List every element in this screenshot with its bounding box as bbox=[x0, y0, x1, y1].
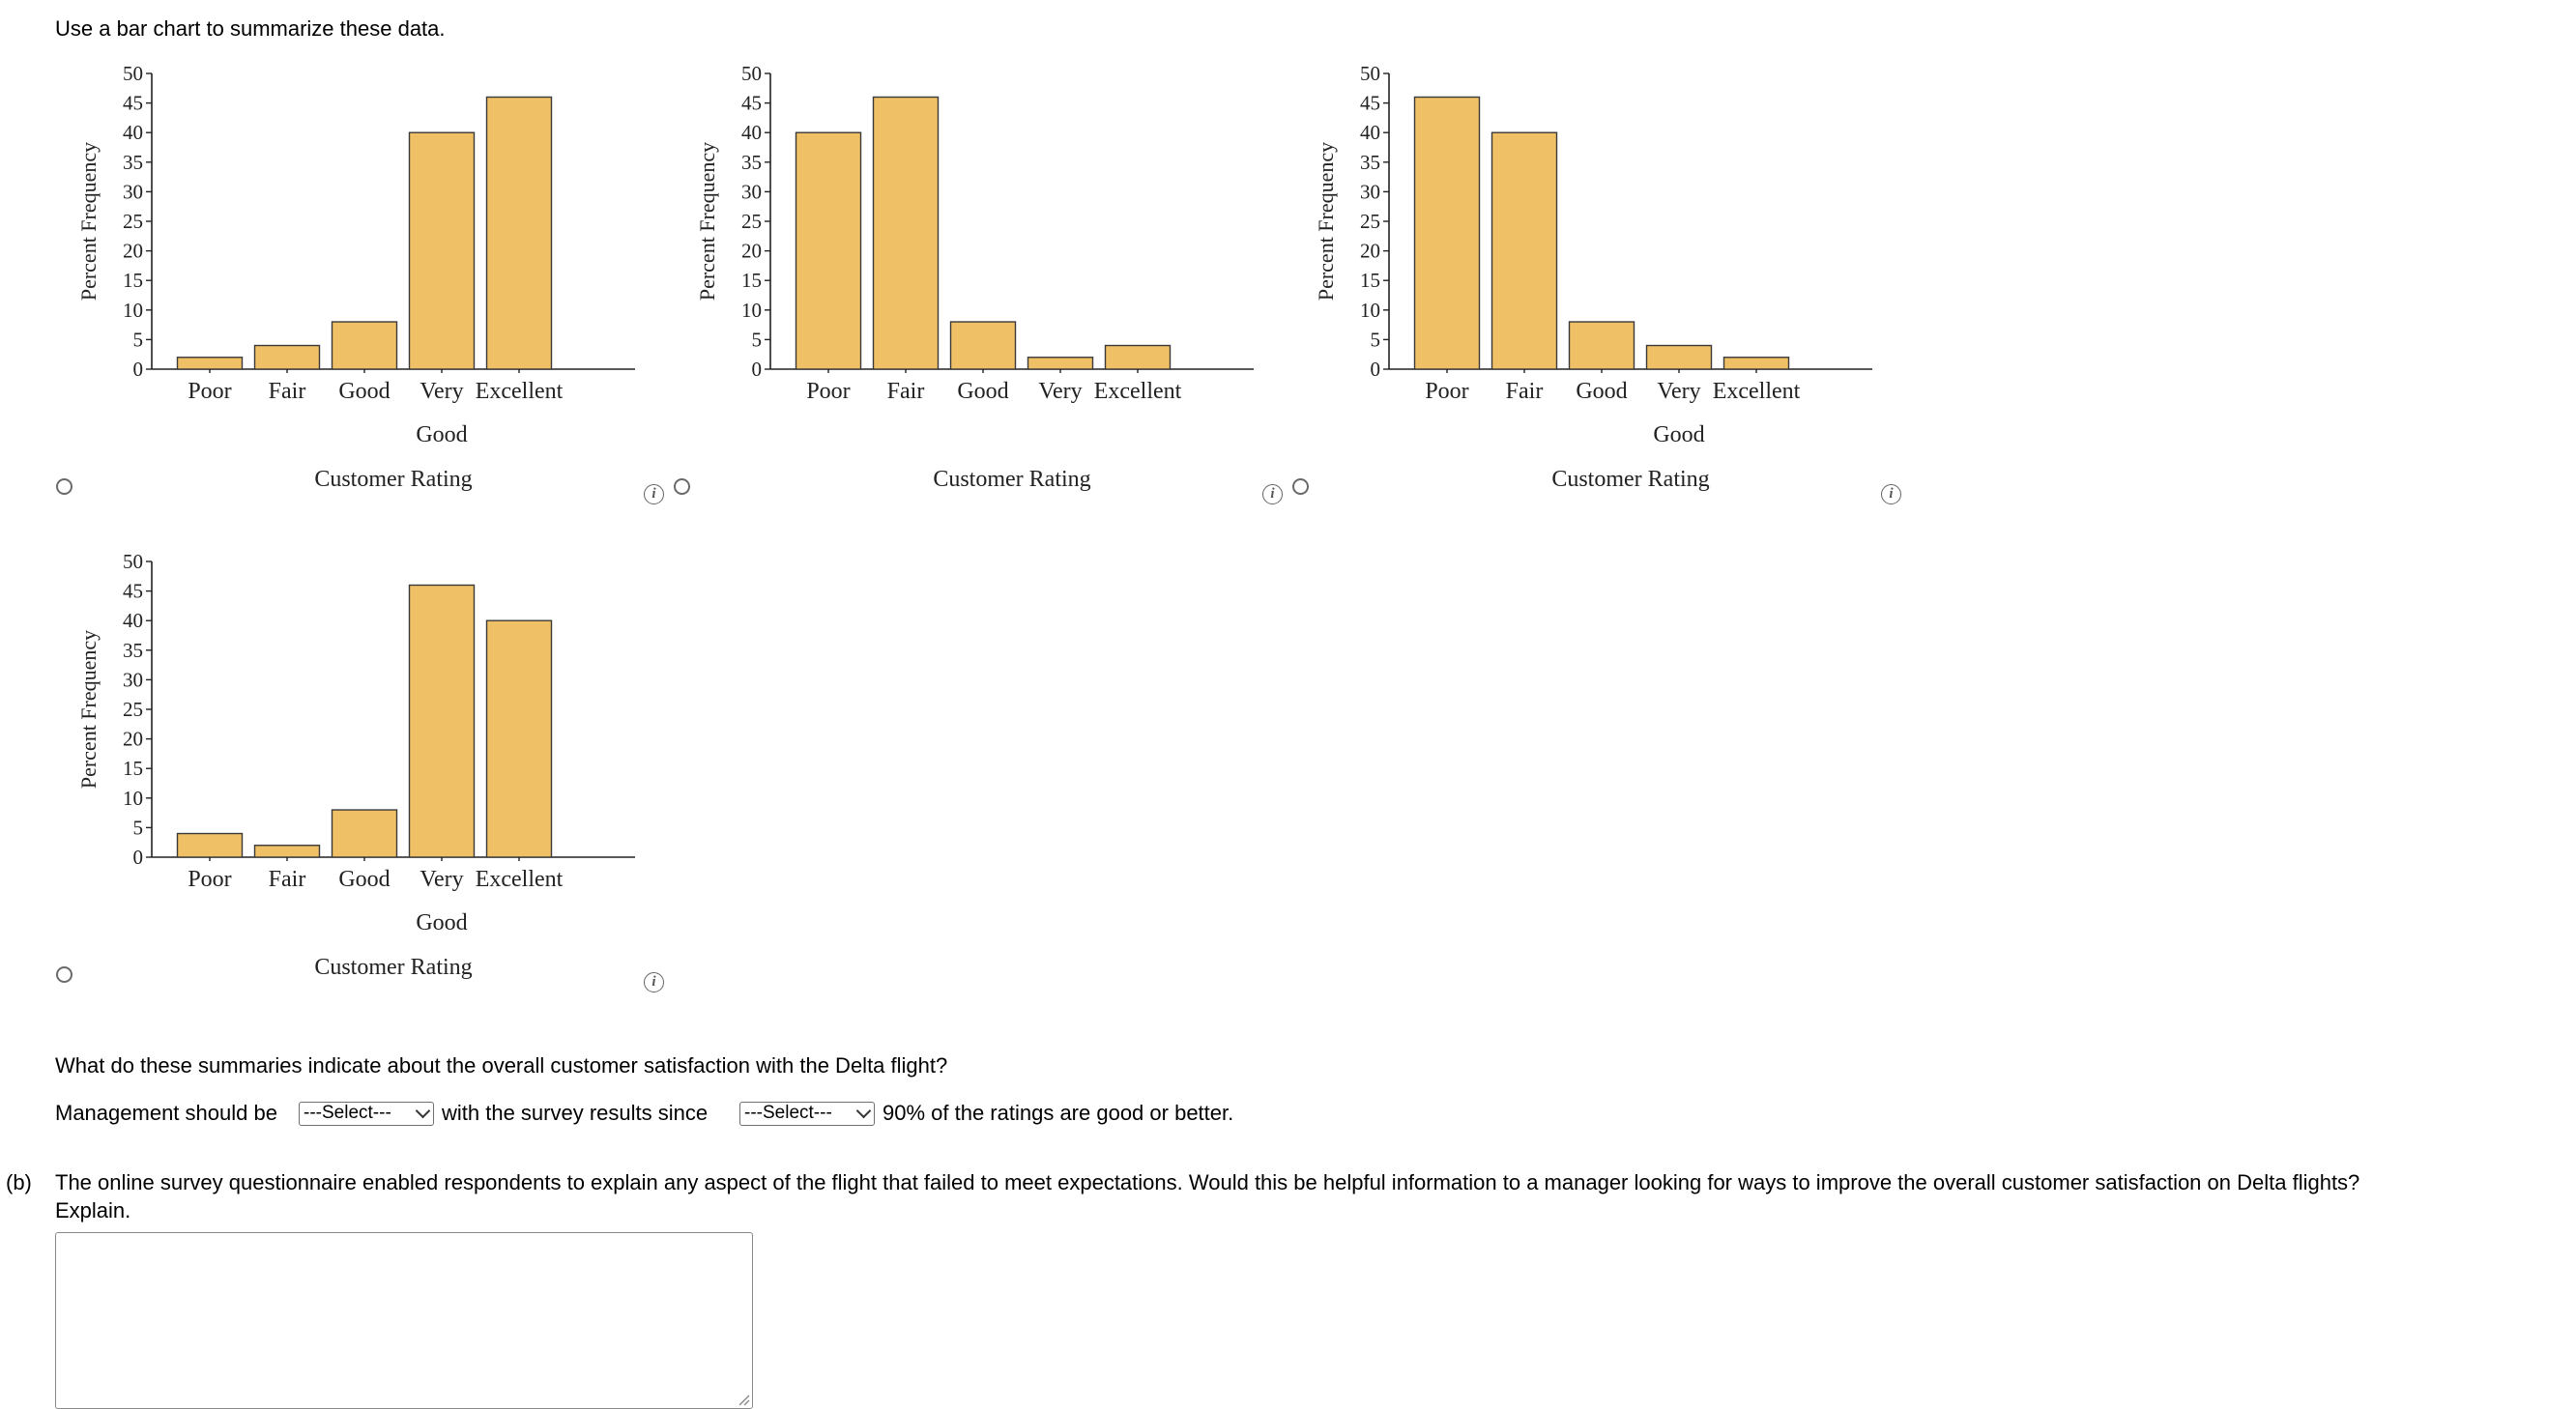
y-tick-label: 15 bbox=[1360, 269, 1380, 293]
y-tick-label: 10 bbox=[123, 298, 143, 322]
explanation-textarea[interactable] bbox=[55, 1232, 753, 1409]
x-tick-label: Excellent bbox=[1712, 379, 1801, 404]
y-tick-label: 30 bbox=[123, 668, 143, 692]
bar-poor bbox=[178, 834, 243, 857]
y-tick-label: 15 bbox=[741, 269, 762, 293]
chart-svg bbox=[55, 536, 635, 981]
bar-fair bbox=[1492, 132, 1557, 369]
x-tick-label: Good bbox=[1653, 422, 1705, 447]
y-tick-label: 25 bbox=[741, 210, 762, 233]
reason-select[interactable] bbox=[739, 1102, 875, 1126]
x-tick-label: Fair bbox=[1505, 379, 1544, 404]
bar-fair bbox=[874, 97, 939, 369]
sentence-part-1: Management should be bbox=[55, 1101, 277, 1125]
y-tick-label: 5 bbox=[751, 328, 762, 352]
radio-option-2[interactable] bbox=[674, 478, 690, 495]
x-axis-label: Customer Rating bbox=[314, 955, 473, 980]
y-tick-label: 0 bbox=[132, 358, 143, 381]
chevron-down-icon bbox=[416, 1104, 431, 1119]
y-tick-label: 35 bbox=[123, 150, 143, 174]
bar-very-good bbox=[410, 585, 475, 857]
resize-handle-icon[interactable] bbox=[737, 1393, 750, 1406]
y-tick-label: 50 bbox=[741, 62, 762, 85]
bar-excellent bbox=[487, 97, 552, 369]
chart-svg bbox=[55, 48, 635, 493]
chart-svg bbox=[1292, 48, 1872, 493]
bar-fair bbox=[255, 846, 320, 857]
x-tick-label: Good bbox=[416, 422, 468, 447]
x-tick-label: Fair bbox=[268, 379, 306, 404]
info-icon[interactable]: i bbox=[644, 972, 664, 992]
y-tick-label: 5 bbox=[132, 328, 143, 352]
y-tick-label: 25 bbox=[123, 698, 143, 721]
y-tick-label: 20 bbox=[1360, 239, 1380, 263]
x-tick-label: Good bbox=[416, 910, 468, 935]
x-axis-label: Customer Rating bbox=[933, 467, 1091, 492]
y-tick-label: 5 bbox=[132, 816, 143, 840]
bar-very-good bbox=[1647, 346, 1712, 369]
info-icon[interactable]: i bbox=[1881, 484, 1901, 504]
bar-poor bbox=[796, 132, 861, 369]
chevron-down-icon bbox=[856, 1104, 872, 1119]
bar-excellent bbox=[1724, 358, 1789, 369]
x-tick-label: Good bbox=[338, 867, 391, 892]
bar-good bbox=[333, 810, 397, 857]
bar-chart-option-3 bbox=[1292, 48, 1872, 493]
y-tick-label: 45 bbox=[1360, 91, 1380, 115]
x-tick-label: Excellent bbox=[475, 379, 564, 404]
y-tick-label: 15 bbox=[123, 269, 143, 293]
question-a-prompt: What do these summaries indicate about the overall customer satisfaction with the Delta flight? bbox=[55, 1053, 948, 1078]
y-tick-label: 5 bbox=[1370, 328, 1380, 352]
y-tick-label: 50 bbox=[123, 550, 143, 573]
y-tick-label: 40 bbox=[123, 121, 143, 145]
x-tick-label: Very bbox=[1038, 379, 1083, 404]
y-tick-label: 25 bbox=[1360, 210, 1380, 233]
x-tick-label: Very bbox=[420, 867, 464, 892]
x-tick-label: Fair bbox=[886, 379, 925, 404]
question-b-prompt-line2: Explain. bbox=[55, 1198, 131, 1222]
y-tick-label: 20 bbox=[123, 727, 143, 751]
y-axis-label: Percent Frequency bbox=[1314, 141, 1338, 302]
bar-chart-option-2 bbox=[674, 48, 1254, 493]
y-tick-label: 45 bbox=[741, 91, 762, 115]
y-tick-label: 35 bbox=[1360, 150, 1380, 174]
y-tick-label: 50 bbox=[123, 62, 143, 85]
bar-fair bbox=[255, 346, 320, 369]
y-tick-label: 40 bbox=[1360, 121, 1380, 145]
y-tick-label: 0 bbox=[132, 846, 143, 869]
y-tick-label: 30 bbox=[1360, 180, 1380, 204]
x-tick-label: Poor bbox=[1425, 379, 1469, 404]
bar-poor bbox=[1415, 97, 1480, 369]
bar-good bbox=[1570, 322, 1635, 369]
y-tick-label: 20 bbox=[741, 239, 762, 263]
x-axis-label: Customer Rating bbox=[1551, 467, 1710, 492]
reason-select-value: ---Select--- bbox=[744, 1103, 832, 1123]
y-tick-label: 10 bbox=[741, 298, 762, 322]
y-tick-label: 30 bbox=[123, 180, 143, 204]
y-tick-label: 0 bbox=[1370, 358, 1380, 381]
x-tick-label: Very bbox=[1657, 379, 1701, 404]
y-tick-label: 45 bbox=[123, 91, 143, 115]
y-tick-label: 40 bbox=[123, 609, 143, 633]
bar-good bbox=[951, 322, 1016, 369]
sentence-part-2: with the survey results since bbox=[442, 1101, 709, 1125]
sentence-part-3: 90% of the ratings are good or better. bbox=[883, 1101, 1234, 1125]
bar-excellent bbox=[487, 620, 552, 857]
y-tick-label: 35 bbox=[123, 638, 143, 662]
instruction-text: Use a bar chart to summarize these data. bbox=[55, 16, 446, 41]
x-tick-label: Good bbox=[338, 379, 391, 404]
y-tick-label: 10 bbox=[123, 786, 143, 810]
y-tick-label: 30 bbox=[741, 180, 762, 204]
x-tick-label: Good bbox=[957, 379, 1009, 404]
y-tick-label: 15 bbox=[123, 757, 143, 781]
chart-svg bbox=[674, 48, 1254, 493]
x-tick-label: Good bbox=[1576, 379, 1628, 404]
y-axis-label: Percent Frequency bbox=[76, 141, 101, 302]
radio-option-4[interactable] bbox=[56, 966, 72, 983]
bar-poor bbox=[178, 358, 243, 369]
x-tick-label: Excellent bbox=[475, 867, 564, 892]
bar-good bbox=[333, 322, 397, 369]
radio-option-3[interactable] bbox=[1292, 478, 1309, 495]
x-tick-label: Very bbox=[420, 379, 464, 404]
x-tick-label: Poor bbox=[188, 867, 232, 892]
y-tick-label: 10 bbox=[1360, 298, 1380, 322]
satisfaction-select-value: ---Select--- bbox=[304, 1103, 391, 1123]
y-tick-label: 25 bbox=[123, 210, 143, 233]
y-tick-label: 45 bbox=[123, 579, 143, 603]
y-axis-label: Percent Frequency bbox=[695, 141, 719, 302]
radio-option-1[interactable] bbox=[56, 478, 72, 495]
info-icon[interactable]: i bbox=[644, 484, 664, 504]
x-tick-label: Excellent bbox=[1093, 379, 1182, 404]
bar-excellent bbox=[1106, 346, 1171, 369]
question-b-prompt-line1: The online survey questionnaire enabled respondents to explain any aspect of the flight that failed to meet expectations. Would this be helpful information to a manager looking for ways to improve the overall customer satisfaction on Delta flights? bbox=[55, 1170, 2360, 1194]
y-tick-label: 0 bbox=[751, 358, 762, 381]
x-tick-label: Poor bbox=[806, 379, 851, 404]
bar-chart-option-4 bbox=[55, 536, 635, 981]
info-icon[interactable]: i bbox=[1262, 484, 1283, 504]
satisfaction-select[interactable] bbox=[299, 1102, 434, 1126]
y-axis-label: Percent Frequency bbox=[76, 629, 101, 790]
x-axis-label: Customer Rating bbox=[314, 467, 473, 492]
question-b-label: (b) bbox=[6, 1170, 32, 1194]
bar-chart-option-1 bbox=[55, 48, 635, 493]
bar-very-good bbox=[1028, 358, 1093, 369]
y-tick-label: 40 bbox=[741, 121, 762, 145]
bar-very-good bbox=[410, 132, 475, 369]
x-tick-label: Poor bbox=[188, 379, 232, 404]
x-tick-label: Fair bbox=[268, 867, 306, 892]
y-tick-label: 20 bbox=[123, 239, 143, 263]
y-tick-label: 35 bbox=[741, 150, 762, 174]
y-tick-label: 50 bbox=[1360, 62, 1380, 85]
